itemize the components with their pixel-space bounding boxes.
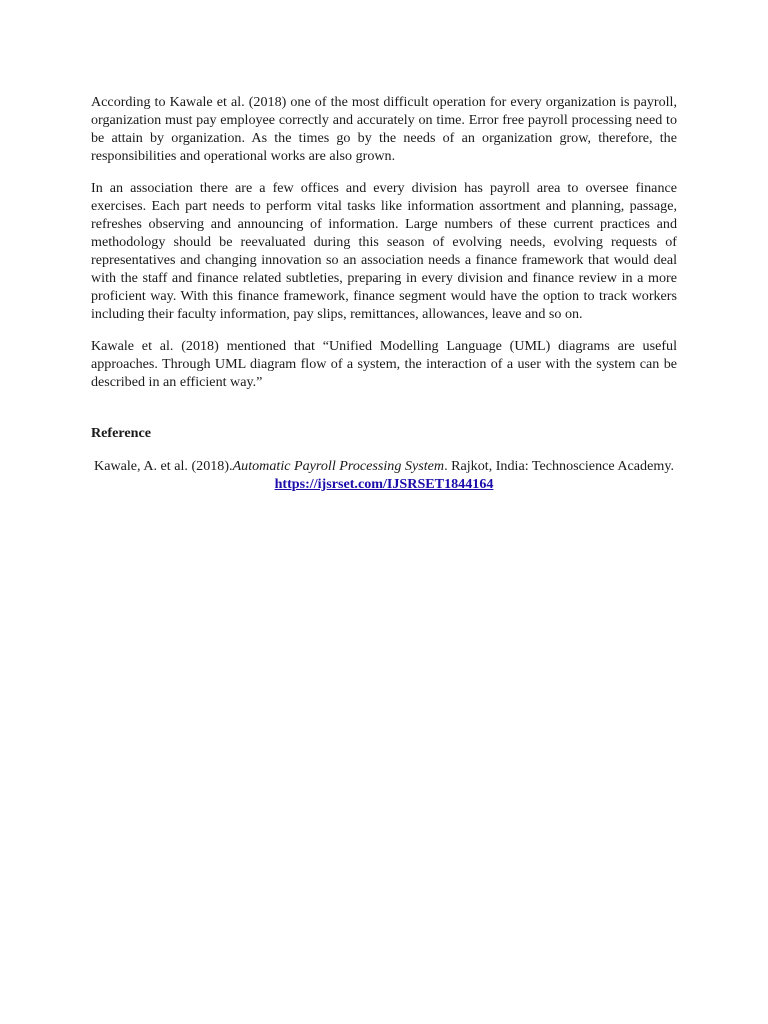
- reference-title: Automatic Payroll Processing System: [232, 458, 445, 474]
- reference-prefix: Kawale, A. et al. (2018).: [94, 458, 233, 474]
- paragraph-uml-quote: Kawale et al. (2018) mentioned that “Unified Modelling Language (UML) diagrams are useful approaches. Through UML diagram flow of a system, the interaction of a user with the system can be described in an efficient way.”: [91, 338, 677, 390]
- reference-heading: Reference: [91, 425, 151, 441]
- reference-link[interactable]: https://ijsrset.com/IJSRSET1844164: [274, 476, 494, 492]
- reference-middle: . Rajkot, India: Technoscience Academy.: [444, 458, 674, 474]
- reference-entry: [91, 457, 677, 493]
- document-body: [91, 93, 677, 493]
- paragraph-association: In an association there are a few offices and every division has payroll area to oversee finance exercises. Each part needs to perform vital tasks like information assortment and planning, passage, refreshes observing and announcing of information. Large numbers of these current practices and methodology should be reevaluated during this season of evolving needs, evolving requests of representatives and changing innovation so an association needs a finance framework that would deal with the staff and finance related subtleties, preparing in every division and finance review in a more proficient way. With this finance framework, finance segment would have the option to track workers including their faculty information, pay slips, remittances, allowances, leave and so on.: [91, 180, 677, 322]
- paragraph-intro: According to Kawale et al. (2018) one of the most difficult operation for every organization is payroll, organization must pay employee correctly and accurately on time. Error free payroll processing need to be attain by organization. As the times go by the needs of an organization grow, therefore, the responsibilities and operational works are also grown.: [91, 94, 677, 164]
